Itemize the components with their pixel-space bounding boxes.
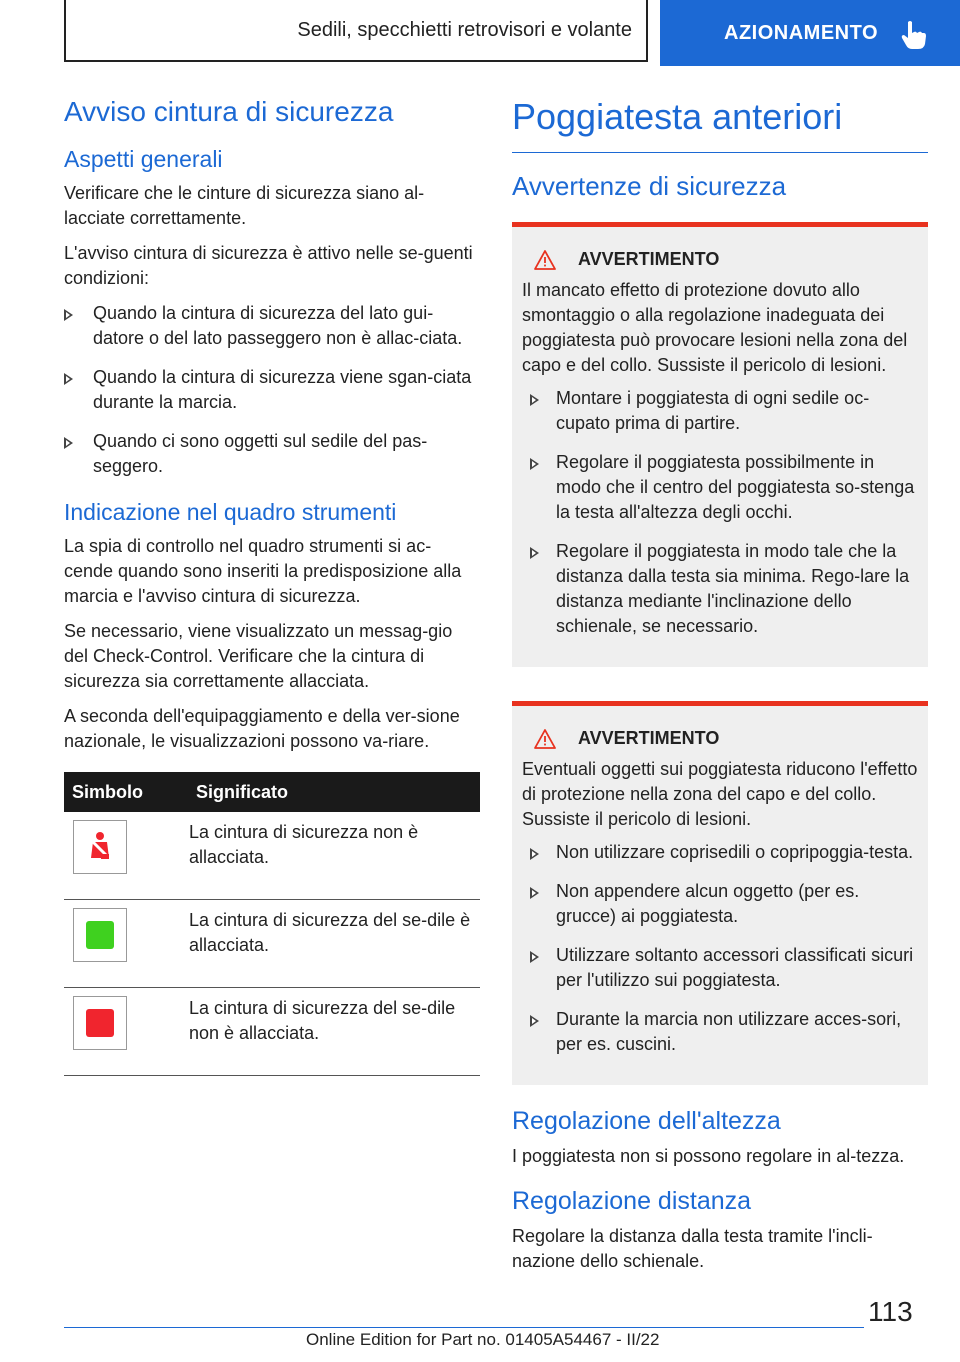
triangle-bullet-icon bbox=[530, 1015, 539, 1027]
paragraph: Verificare che le cinture di sicurezza siano al-lacciate correttamente. bbox=[64, 183, 425, 228]
triangle-bullet-icon bbox=[64, 309, 73, 321]
table-cell: La cintura di sicurezza del se-dile non è allacciata. bbox=[188, 988, 480, 1076]
warning-label: AVVERTIMENTO bbox=[578, 249, 720, 269]
triangle-bullet-icon bbox=[530, 887, 539, 899]
bullet-list bbox=[522, 386, 918, 639]
warning-box bbox=[512, 701, 928, 1085]
red-square-icon bbox=[73, 996, 127, 1050]
hand-pointer-icon bbox=[896, 18, 930, 52]
list-item: Quando la cintura di sicurezza del lato gui-datore o del lato passeggero non è allac-ciata. bbox=[64, 301, 480, 351]
left-column bbox=[64, 96, 480, 1076]
list-item: Non utilizzare coprisedili o copripoggia-testa. bbox=[522, 840, 918, 865]
list-item: Regolare il poggiatesta possibilmente in modo che il centro del poggiatesta so-stenga la testa all'altezza degli occhi. bbox=[522, 450, 918, 525]
section-heading: Avviso cintura di sicurezza bbox=[64, 96, 394, 127]
list-item: Quando la cintura di sicurezza viene sgan-ciata durante la marcia. bbox=[64, 365, 480, 415]
footer-edition: Online Edition for Part no. 01405A54467 - II/22 bbox=[306, 1330, 660, 1349]
triangle-bullet-icon bbox=[64, 437, 73, 449]
list-item: Quando ci sono oggetti sul sedile del pas-seggero. bbox=[64, 429, 480, 479]
paragraph: L'avviso cintura di sicurezza è attivo nelle se-guenti condizioni: bbox=[64, 243, 473, 288]
page-header bbox=[0, 0, 960, 66]
list-item: Durante la marcia non utilizzare acces-sori, per es. cuscini. bbox=[522, 1007, 918, 1057]
paragraph: I poggiatesta non si possono regolare in al-tezza. bbox=[512, 1146, 905, 1166]
footer-rule bbox=[64, 1327, 864, 1328]
table-cell: La cintura di sicurezza del se-dile è allacciata. bbox=[188, 900, 480, 988]
subheading: Avvertenze di sicurezza bbox=[512, 171, 787, 201]
list-item: Montare i poggiatesta di ogni sedile oc-cupato prima di partire. bbox=[522, 386, 918, 436]
seatbelt-warning-icon bbox=[73, 820, 127, 874]
bullet-list bbox=[64, 301, 480, 479]
section-heading: Poggiatesta anteriori bbox=[512, 96, 928, 153]
warning-triangle-icon bbox=[534, 729, 556, 749]
triangle-bullet-icon bbox=[530, 951, 539, 963]
subheading: Aspetti generali bbox=[64, 146, 223, 172]
warning-text: Eventuali oggetti sui poggiatesta riducono l'effetto di protezione nella zona del capo e del collo. Sussiste il pericolo di lesioni. bbox=[522, 759, 918, 829]
warning-box bbox=[512, 222, 928, 667]
page-number: 113 bbox=[868, 1296, 913, 1327]
section-title: Sedili, specchietti retrovisori e volante bbox=[64, 0, 648, 62]
table-cell: La cintura di sicurezza non è allacciata. bbox=[188, 812, 480, 900]
warning-triangle-icon bbox=[534, 250, 556, 270]
list-item: Utilizzare soltanto accessori classificati sicuri per l'utilizzo sui poggiatesta. bbox=[522, 943, 918, 993]
list-item: Regolare il poggiatesta in modo tale che la distanza dalla testa sia minima. Rego-lare la distanza mediante l'inclinazione dello schienale, se necessario. bbox=[522, 539, 918, 639]
subheading: Indicazione nel quadro strumenti bbox=[64, 499, 397, 525]
symbol-table bbox=[64, 772, 480, 1076]
list-item: Non appendere alcun oggetto (per es. grucce) ai poggiatesta. bbox=[522, 879, 918, 929]
triangle-bullet-icon bbox=[530, 848, 539, 860]
table-row bbox=[64, 988, 480, 1076]
paragraph: Se necessario, viene visualizzato un messag-gio del Check-Control. Verificare che la cintura di sicurezza sia correttamente allacciata. bbox=[64, 621, 453, 691]
triangle-bullet-icon bbox=[530, 394, 539, 406]
chapter-label: AZIONAMENTO bbox=[724, 21, 879, 44]
table-row bbox=[64, 812, 480, 900]
right-column bbox=[512, 96, 928, 1284]
column-header: Simbolo bbox=[64, 772, 188, 812]
table-row bbox=[64, 900, 480, 988]
warning-text: Il mancato effetto di protezione dovuto allo smontaggio o alla regolazione inadeguata dei poggiatesta può provocare lesioni nella zona del capo e del collo. Sussiste il pericolo di lesioni. bbox=[522, 280, 908, 375]
triangle-bullet-icon bbox=[530, 547, 539, 559]
subheading: Regolazione dell'altezza bbox=[512, 1107, 781, 1135]
paragraph: La spia di controllo nel quadro strumenti si ac-cende quando sono inseriti la predisposizione alla marcia e l'avviso cintura di sicurezza. bbox=[64, 536, 462, 606]
bullet-list bbox=[522, 840, 918, 1057]
paragraph: Regolare la distanza dalla testa tramite l'incli-nazione dello schienale. bbox=[512, 1226, 873, 1271]
column-header: Significato bbox=[188, 772, 480, 812]
triangle-bullet-icon bbox=[64, 373, 73, 385]
chapter-tab[interactable] bbox=[660, 0, 960, 66]
triangle-bullet-icon bbox=[530, 458, 539, 470]
green-square-icon bbox=[73, 908, 127, 962]
warning-label: AVVERTIMENTO bbox=[578, 728, 720, 748]
subheading: Regolazione distanza bbox=[512, 1187, 752, 1215]
table-header-row bbox=[64, 772, 480, 812]
paragraph: A seconda dell'equipaggiamento e della ver-sione nazionale, le visualizzazioni possono va-riare. bbox=[64, 706, 460, 751]
